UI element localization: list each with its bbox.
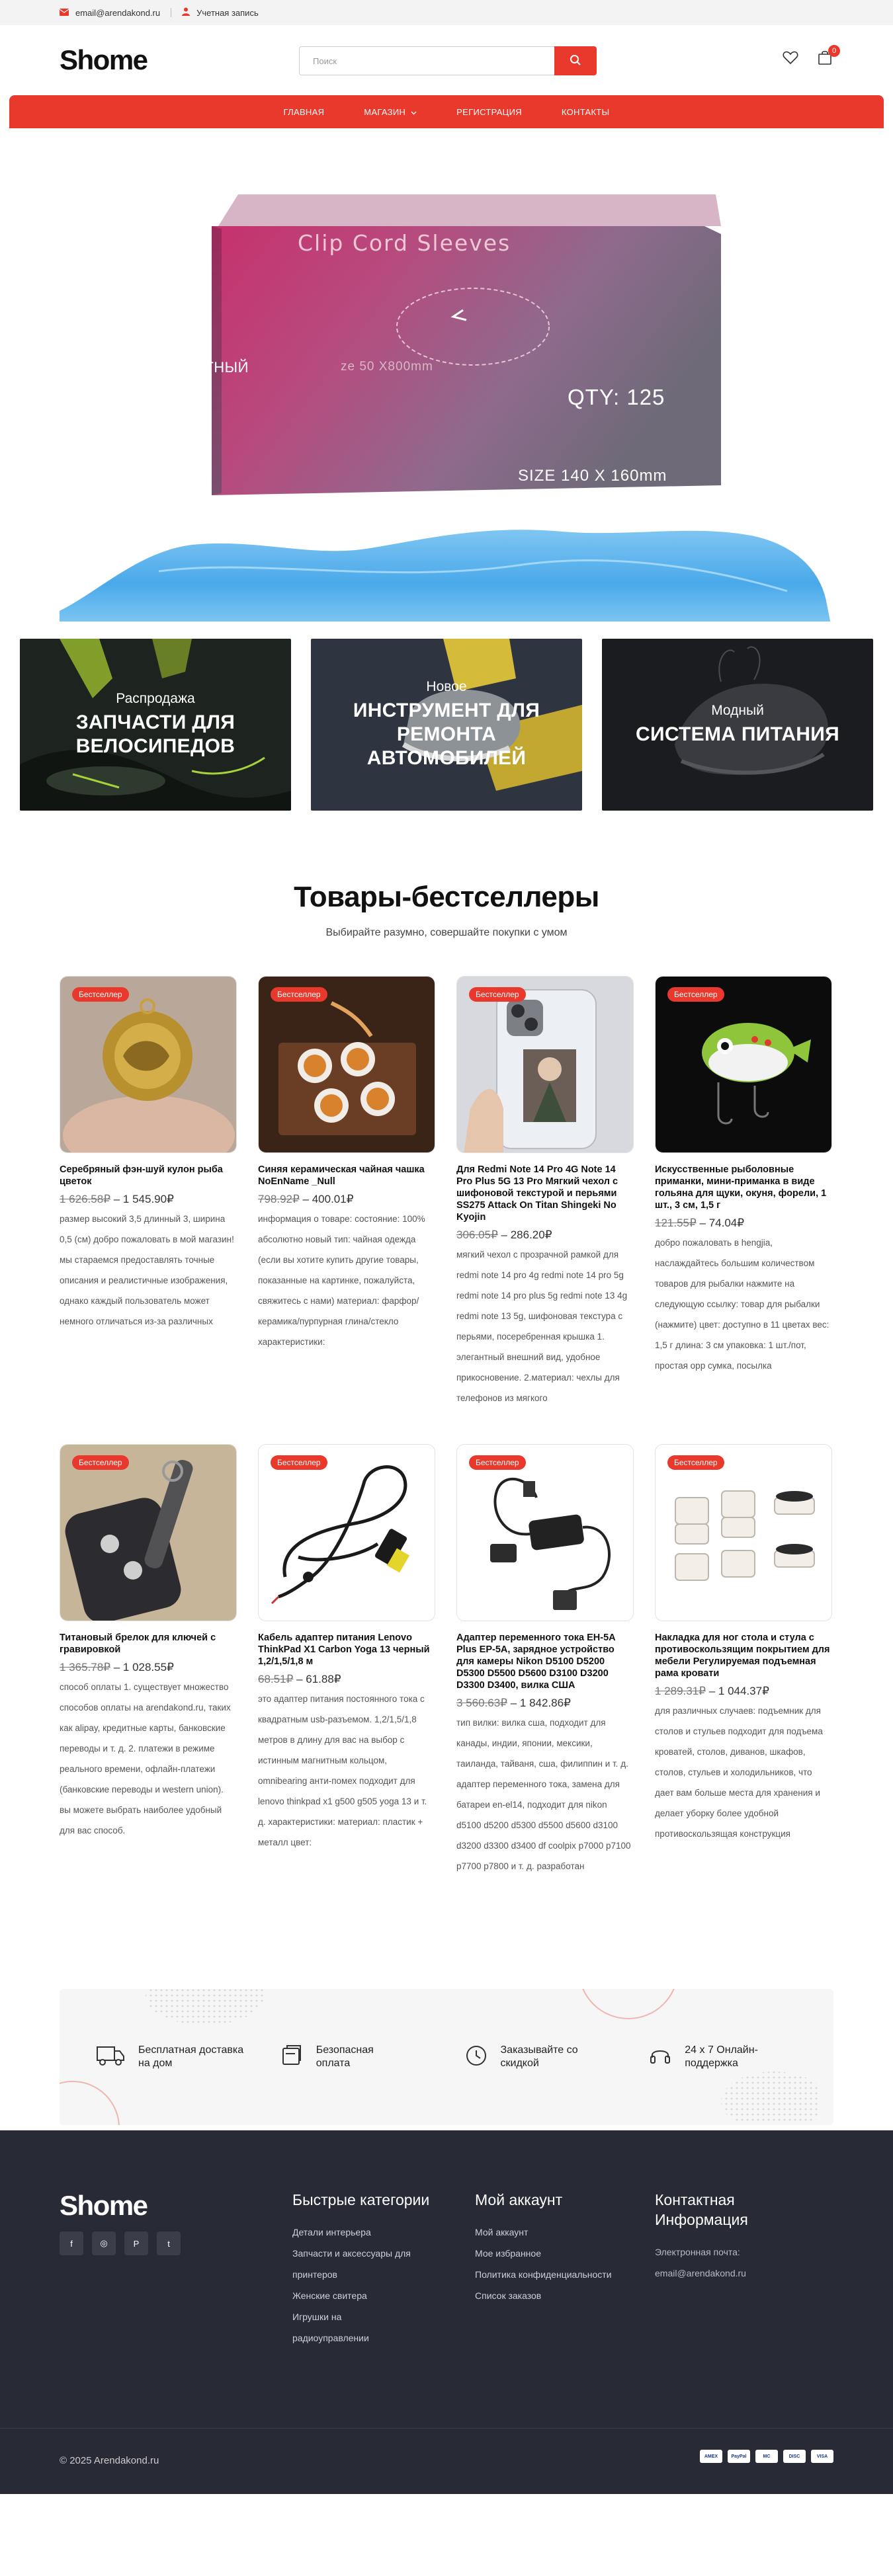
product-name[interactable]: Искусственные рыболовные приманки, мини-приманка в виде гольяна для щуки, окуня, форели, 1 шт., 3 см, 1,5 г — [655, 1164, 827, 1211]
nav-register[interactable] — [456, 107, 522, 117]
phone-case-image — [457, 977, 634, 1153]
bestsellers-title: Товары-бестселлеры — [294, 881, 599, 913]
topbar-email[interactable] — [60, 7, 160, 18]
footer-link[interactable]: Мой аккаунт — [475, 2227, 529, 2237]
old-price: 1 626.58₽ — [60, 1193, 110, 1205]
product-price: 798.92₽ – 400.01₽ — [258, 1193, 354, 1205]
category-banner-car-tools[interactable] — [311, 639, 582, 811]
bestseller-badge: Бестселлер — [72, 987, 129, 1002]
main-nav — [9, 95, 884, 128]
social-links — [60, 2232, 181, 2255]
product-description: мягкий чехол с прозрачной рамкой для redmi note 14 pro 4g redmi note 14 pro 5g redmi note 14 pro plus 5g redmi note 13 4g redmi note 13 5g, шифоновая текстура с перьями, посеребренная крышка 1. элегантный внешний вид, удобное прикосновение. 2.материал: чехлы для телефонов из мягкого — [456, 1250, 628, 1403]
category-text-3 — [636, 703, 839, 746]
hero-banner[interactable] — [0, 128, 893, 622]
product-name[interactable]: Адаптер переменного тока EH-5A Plus EP-5A, зарядное устройство для камеры Nikon D5100 D5200 D5300 D5500 D5600 D3100 D3200 D3300 D3400, вилка США — [456, 1632, 616, 1691]
feature-delivery-line1: Бесплатная доставка — [138, 2044, 244, 2056]
nav-home-label: ГЛАВНАЯ — [283, 106, 325, 117]
product-card[interactable] — [258, 1444, 435, 1876]
old-price: 121.55₽ — [655, 1217, 697, 1229]
footer-link[interactable]: Список заказов — [475, 2290, 542, 2301]
footer-my-account — [475, 2190, 612, 2306]
new-price: 1 545.90₽ — [122, 1193, 174, 1205]
power-cable-image — [259, 1445, 435, 1621]
hero-caption-1a: УР ДЛЯ — [146, 264, 200, 281]
new-price: 61.88₽ — [306, 1673, 341, 1685]
hero-caption-1 — [146, 257, 200, 323]
nav-register-label: РЕГИСТРАЦИЯ — [456, 106, 522, 117]
product-price: 306.05₽ – 286.20₽ — [456, 1228, 552, 1241]
footer-bottom-bar — [0, 2428, 893, 2494]
product-image[interactable] — [456, 976, 634, 1153]
header-icons — [782, 47, 837, 67]
circle-decoration — [562, 1989, 695, 2029]
category-title-2b: РЕМОНТА — [396, 723, 497, 745]
feature-payment-line2: оплата — [316, 2058, 351, 2069]
footer-link[interactable]: принтеров — [292, 2269, 337, 2280]
chevron-down-icon — [411, 107, 417, 117]
product-name[interactable]: Кабель адаптер питания Lenovo ThinkPad X1 Carbon Yoga 13 черный 1,2/1,5/1,8 м — [258, 1632, 430, 1667]
feature-payment-text — [316, 2044, 374, 2070]
search-input[interactable] — [299, 46, 554, 75]
old-price: 68.51₽ — [258, 1673, 294, 1685]
pinterest-icon[interactable]: P — [124, 2232, 148, 2255]
category-title-1a: ЗАПЧАСТИ ДЛЯ — [75, 711, 235, 733]
footer-link[interactable]: Запчасти и аксессуары для — [292, 2248, 411, 2259]
furniture-pads-image — [656, 1445, 832, 1621]
footer-quick-categories — [292, 2190, 429, 2349]
search-form — [299, 46, 597, 75]
footer-col3-title-b: Информация — [655, 2211, 748, 2228]
mail-icon — [60, 7, 69, 18]
topbar-email-text: email@arendakond.ru — [75, 7, 161, 18]
site-footer — [0, 2130, 893, 2428]
instagram-icon[interactable]: ◎ — [92, 2232, 116, 2255]
product-description: информация о товаре: состояние: 100% абсолютно новый тип: чайная одежда (если вы хотите купить другие товары, показанные на картинке, пожалуйста, свяжитесь с нами) материал: фарфор/керамика/пурпурная глина/стекло характеристики: — [258, 1214, 425, 1347]
search-button[interactable] — [554, 46, 597, 75]
dots-decoration — [688, 2055, 820, 2121]
feature-discount-line1: Заказывайте со — [500, 2044, 578, 2056]
twitter-icon[interactable]: t — [157, 2232, 181, 2255]
product-description: способ оплаты 1. существует множество способов оплаты на arendakond.ru, таких как alipay, кредитные карты, банковские переводы и т. д. 2. платежи в режиме реального времени, офлайн-платежи (банковские переводы и western union). вы можете выбрать наиболее удобный для вас способ. — [60, 1682, 231, 1835]
footer-email-label: Электронная почта: — [655, 2247, 740, 2257]
cart-count-badge: 0 — [828, 45, 840, 57]
product-description: тип вилки: вилка сша, подходит для канады, индии, японии, мексики, таиланда, тайваня, сша, филиппин и т. д. адаптер переменного тока, замена для батареи en-el14, подходит для nikon d5100 d5200 d5300 d5500 d5600 d3100 d3200 d3300 d3400 df coolpix p7000 p7100 p7700 p7800 и т. д. разработан — [456, 1718, 631, 1871]
product-card[interactable] — [258, 976, 435, 1408]
old-price: 306.05₽ — [456, 1228, 498, 1241]
new-price: 1 842.86₽ — [519, 1697, 571, 1709]
product-image[interactable] — [60, 976, 237, 1153]
nav-contacts-label: КОНТАКТЫ — [561, 106, 610, 117]
footer-link[interactable]: Женские свитера — [292, 2290, 367, 2301]
footer-link[interactable]: Мое избранное — [475, 2248, 541, 2259]
fish-pendant-image — [60, 977, 237, 1153]
new-price: 400.01₽ — [312, 1193, 354, 1205]
new-price: 1 028.55₽ — [122, 1661, 174, 1673]
category-banners — [0, 639, 893, 811]
product-name[interactable]: Для Redmi Note 14 Pro 4G Note 14 Pro Plus 5G 13 Pro Мягкий чехол с шифоновой текстурой и перьями SS275 Attack On Titan Shingeki No Kyojin — [456, 1164, 618, 1223]
product-description: для различных случаев: подъемник для столов и стульев подходит для подъема кроватей, столов, диванов, шкафов, столов, стульев и холодильников, что дает вам больше места для хранения и делает уборку более удобной противоскользящая конструкция — [655, 1706, 823, 1839]
product-description: это адаптер питания постоянного тока с квадратным usb-разъемом. 1,2/1,5/1,8 метров в длину для вас на выбор с истинным магнитным кольцом, omnibearing анти-помех подходит для lenovo thinkpad x1 g500 g505 yoga 13 и т. д. характеристики: материал: пластик + металл цвет: — [258, 1694, 427, 1847]
product-card[interactable] — [456, 976, 634, 1408]
headset-icon — [649, 2044, 671, 2070]
facebook-icon[interactable]: f — [60, 2232, 83, 2255]
nav-shop[interactable] — [364, 107, 417, 117]
product-description: размер высокий 3,5 длинный 3, ширина 0,5 (см) добро пожаловать в мой магазин! мы стараемся предоставлять точные описания и реалистичные изображения, однако каждый пользователь может немного отличаться из-за различных — [60, 1214, 234, 1326]
old-price: 1 365.78₽ — [60, 1661, 110, 1673]
discover-icon: DISC — [783, 2450, 806, 2463]
wishlist-button[interactable] — [782, 50, 799, 67]
box-label-qty: QTY: 125 — [568, 385, 665, 409]
cart-button[interactable] — [816, 47, 837, 67]
copyright-text: © 2025 Arendakond.ru — [60, 2455, 159, 2466]
top-bar — [0, 0, 893, 25]
old-price: 798.92₽ — [258, 1193, 300, 1205]
footer-col1-title: Быстрые категории — [292, 2191, 430, 2208]
fishing-lure-image — [656, 977, 832, 1153]
footer-link[interactable]: Игрушки на — [292, 2312, 342, 2322]
box-label-title: Clip Cord Sleeves — [298, 230, 511, 256]
hero-caption-2a: Й ЗАЩИТНЫЙ — [146, 359, 249, 376]
bestseller-badge: Бестселлер — [469, 987, 526, 1002]
product-card[interactable] — [655, 976, 832, 1408]
hero-caption-2b: ШИНКИ — [146, 392, 200, 409]
hero-caption-2 — [146, 351, 249, 417]
mastercard-icon: MC — [755, 2450, 778, 2463]
visa-icon: VISA — [811, 2450, 833, 2463]
footer-link[interactable]: Детали интерьера — [292, 2227, 371, 2237]
site-header — [0, 25, 893, 95]
bestseller-badge: Бестселлер — [667, 987, 724, 1002]
new-price: 286.20₽ — [510, 1228, 552, 1241]
topbar-account[interactable] — [182, 7, 259, 18]
site-logo[interactable]: Shome — [60, 44, 148, 75]
category-title-1b: ВЕЛОСИПЕДОВ — [75, 735, 235, 757]
ac-adapter-image — [457, 1445, 634, 1621]
hero-frame-decoration — [192, 497, 271, 523]
footer-col2-title: Мой аккаунт — [475, 2191, 563, 2208]
nav-shop-label: МАГАЗИН — [364, 106, 406, 117]
category-sub-1: Распродажа — [116, 691, 195, 706]
old-price: 3 560.63₽ — [456, 1697, 507, 1709]
feature-payment — [280, 2044, 465, 2070]
product-price: 1 626.58₽ – 1 545.90₽ — [60, 1193, 174, 1205]
product-name[interactable]: Серебряный фэн-шуй кулон рыба цветок — [60, 1164, 223, 1187]
key-fob-image — [60, 1445, 237, 1621]
product-image[interactable] — [456, 1444, 634, 1621]
category-banner-power[interactable] — [602, 639, 873, 811]
product-card[interactable] — [655, 1444, 832, 1876]
category-text-2 — [353, 679, 540, 770]
category-title-2c: АВТОМОБИЛЕЙ — [366, 747, 527, 769]
feature-discount-text — [501, 2044, 578, 2070]
bestseller-badge: Бестселлер — [667, 1455, 724, 1470]
bestseller-badge: Бестселлер — [271, 1455, 327, 1470]
feature-support-line2: поддержка — [685, 2058, 738, 2069]
feature-discount — [465, 2044, 650, 2070]
footer-logo[interactable]: Shome — [60, 2190, 148, 2221]
footer-col3-title-a: Контактная — [655, 2191, 735, 2208]
feature-payment-line1: Безопасная — [316, 2044, 374, 2056]
nav-home[interactable] — [284, 107, 325, 117]
category-title-3a: СИСТЕМА ПИТАНИЯ — [636, 723, 839, 745]
feature-support-line1: 24 x 7 Онлайн- — [685, 2044, 758, 2056]
product-card[interactable] — [60, 976, 237, 1408]
product-image[interactable] — [60, 1444, 237, 1621]
amex-icon: AMEX — [700, 2450, 722, 2463]
category-banner-bike-parts[interactable] — [20, 639, 291, 811]
product-image[interactable] — [655, 976, 832, 1153]
product-name[interactable]: Синяя керамическая чайная чашка NoEnName _Null — [258, 1164, 425, 1187]
product-price: 3 560.63₽ – 1 842.86₽ — [456, 1697, 571, 1709]
feature-delivery-line2: на дом — [138, 2058, 173, 2069]
new-price: 1 044.37₽ — [718, 1685, 769, 1697]
new-price: 74.04₽ — [708, 1217, 745, 1229]
product-name[interactable]: Титановый брелок для ключей с гравировкой — [60, 1632, 216, 1655]
dots-decoration — [139, 1989, 271, 2055]
hero-caption-1b: УКАВА — [146, 298, 194, 314]
bestseller-badge: Бестселлер — [469, 1455, 526, 1470]
category-sub-3: Модный — [711, 703, 764, 718]
product-price: 68.51₽ – 61.88₽ — [258, 1673, 341, 1685]
card-icon — [280, 2044, 303, 2070]
user-icon — [182, 7, 190, 18]
footer-contact — [655, 2190, 748, 2284]
product-card[interactable] — [456, 1444, 634, 1876]
product-image[interactable] — [655, 1444, 832, 1621]
features-strip — [60, 1989, 833, 2125]
category-text-1 — [76, 691, 235, 758]
category-sub-2: Новое — [426, 679, 467, 694]
bestseller-badge: Бестселлер — [271, 987, 327, 1002]
box-label-size2: SIZE 140 X 160mm — [518, 467, 667, 485]
payment-icons — [700, 2450, 833, 2463]
tea-cups-image — [259, 977, 435, 1153]
product-price: 1 365.78₽ – 1 028.55₽ — [60, 1661, 174, 1673]
paypal-icon: PayPal — [728, 2450, 750, 2463]
product-description: добро пожаловать в hengjia, наслаждайтесь большим количеством товаров для рыбалки нажмите на следующую ссылку: товар для рыбалки (нажмите) цвет: доступно в 11 цветах вес: 1,5 г длина: 3 см упаковка: 1 шт./пот, простая opp сумка, посылка — [655, 1238, 829, 1371]
footer-link[interactable]: радиоуправлении — [292, 2333, 369, 2343]
box-label-size: ze 50 X800mm — [341, 360, 433, 374]
hero-sleeve-image — [60, 512, 833, 622]
circle-decoration — [60, 2062, 165, 2125]
search-icon — [570, 54, 581, 68]
product-card[interactable] — [60, 1444, 237, 1876]
product-name[interactable]: Накладка для ног стола и стула с противоскользящим покрытием для мебели Регулируемая подъемная рама кровати — [655, 1632, 830, 1679]
product-grid — [0, 976, 893, 1876]
footer-email-link[interactable]: email@arendakond.ru — [655, 2268, 746, 2278]
bestseller-badge: Бестселлер — [72, 1455, 129, 1470]
product-price: 121.55₽ – 74.04₽ — [655, 1217, 745, 1229]
bestsellers-subtitle: Выбирайте разумно, совершайте покупки с умом — [325, 927, 568, 938]
footer-link[interactable]: Политика конфиденциальности — [475, 2269, 612, 2280]
heart-icon — [783, 50, 798, 68]
feature-discount-line2: скидкой — [500, 2058, 539, 2069]
topbar-account-text: Учетная запись — [196, 7, 259, 18]
product-price: 1 289.31₽ – 1 044.37₽ — [655, 1685, 769, 1697]
old-price: 1 289.31₽ — [655, 1685, 706, 1697]
product-image[interactable] — [258, 1444, 435, 1621]
nav-contacts[interactable] — [562, 107, 610, 117]
product-image[interactable] — [258, 976, 435, 1153]
category-title-2a: ИНСТРУМЕНТ ДЛЯ — [353, 700, 540, 721]
clock-icon — [465, 2044, 488, 2070]
